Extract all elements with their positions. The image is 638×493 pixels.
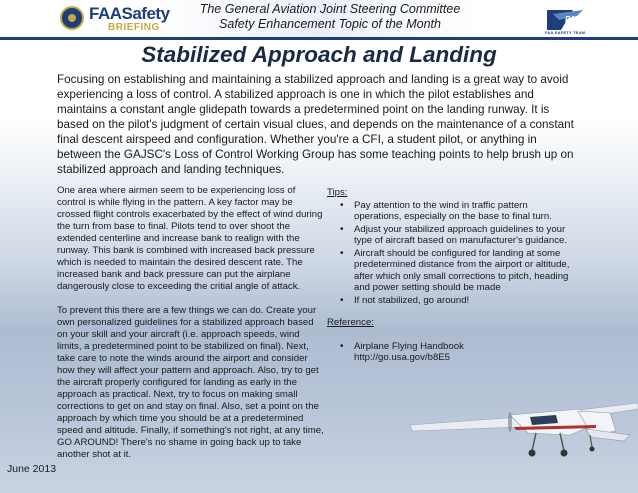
reference-title: Airplane Flying Handbook <box>354 340 464 352</box>
page-title: Stabilized Approach and Landing <box>141 42 497 67</box>
faasafety-logo: FAASafety <box>89 4 170 23</box>
list-item: • Aircraft should be configured for landing at some predetermined distance from the airport or altitude, after which only small corrections to pitch, heading and power setting should be made <box>327 248 577 294</box>
reference-item <box>327 341 577 364</box>
reference-list <box>327 341 577 364</box>
footer-date: June 2013 <box>7 463 57 475</box>
left-column <box>57 185 325 473</box>
intro-paragraph: Focusing on establishing and maintaining a stabilized approach and landing is a great way to avoid experiencing a loss of control. A stabilized approach is one in which the pilot establishes and maintains a constant angle glidepath towards a predetermined point on the landing runway. It is based on the pilot's judgment of certain visual clues, and depends on the maintenance of a constant final descent airspeed and configuration. Whether you're a CFI, a student pilot, or anything in between the GAJSC's Loss of Control Working Group has some teaching points to help brush up on stabilized approach and landing techniques. <box>57 73 574 176</box>
list-item: • Pay attention to the wind in traffic pattern operations, especially on the base to final turn. <box>327 200 577 223</box>
reference-label: Reference: <box>327 317 374 328</box>
topic-subtitle: Safety Enhancement Topic of the Month <box>219 17 441 31</box>
list-item: • If not stabilized, go around! <box>327 295 577 307</box>
faa-seal-icon <box>60 6 84 30</box>
body-paragraph-1: One area where airmen seem to be experiencing loss of control is while flying in the pattern. A key factor may be crossed flight controls exacerbated by the effect of wind during the turn from base to final. Pilots tend to over shoot the extended centerline and increase bank to realign with the runway. This bank is combined with increased back pressure which is needed to maintain the desired descent rate. The increased bank and back pressure can put the airplane dangerously close to exceeding the critial angle of attack. <box>57 185 323 292</box>
list-item: • Adjust your stabilized approach guidelines to your type of aircraft based on manufacturer's guidance. <box>327 224 577 247</box>
committee-title: The General Aviation Joint Steering Committee <box>199 2 461 16</box>
reference-link[interactable]: http://go.usa.gov/b8E5 <box>354 352 451 363</box>
briefing-label: BRIEFING <box>108 22 160 33</box>
tips-label: Tips: <box>327 187 348 198</box>
airplane-photo <box>410 395 638 470</box>
right-column <box>327 187 577 365</box>
tips-list <box>327 200 577 307</box>
fast-logo-text: FAST <box>565 15 586 24</box>
fast-subtitle: FAA SAFETY TEAM <box>545 30 586 35</box>
body-paragraph-2: To prevent this there are a few things we can do. Create your own personalized guidelines for a stabilized approach based on your skill and your aircraft (i.e. approach speeds, wind limits, a predetermined point to be stabilized on final). Next, take care to note the winds around the airport and consider how they will affect your pattern and approach. Also, try to get the aircraft properly configured for landing as early in the approach as practical. Next, try to focus on making small corrections to get on and stay on final. Also, set a point on the approach by which time you should be at a predetermined speed and altitude. Finally, if something's not right, at any time, GO AROUND! There's no shame in going back up to take another shot at it. <box>57 305 324 460</box>
